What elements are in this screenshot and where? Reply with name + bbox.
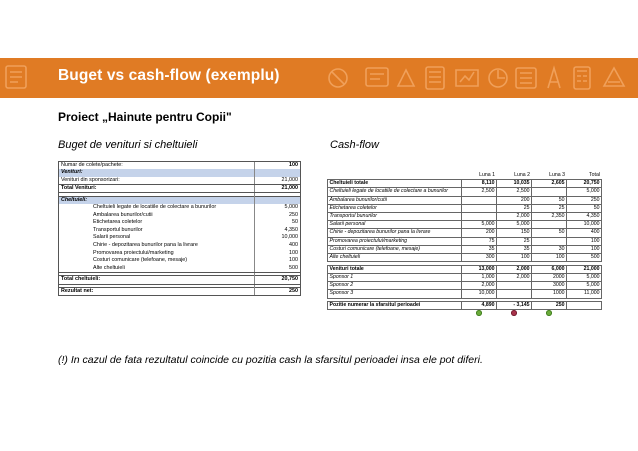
- expense-row: [59, 257, 301, 265]
- row-label: Sponsor 1: [328, 273, 462, 281]
- expense-row: [328, 245, 602, 253]
- cell: 25: [497, 204, 532, 212]
- expense-value: 10,000: [255, 234, 301, 242]
- row-label: Chirie - depozitarea bunurilor pana la livrare: [328, 229, 462, 237]
- expense-label: Chirie - depozitarea bunurilor pana la livrare: [59, 242, 255, 250]
- cashflow-header-row: [328, 172, 602, 180]
- red-sad-icon: [511, 310, 517, 316]
- expense-label: Promovarea proiectului/marketing: [59, 249, 255, 257]
- expense-value: 500: [255, 265, 301, 273]
- cell: [462, 213, 497, 221]
- footnote: (!) In cazul de fata rezultatul coincide cu pozitia cash la sfarsitul perioadei insa ele pot diferi.: [58, 354, 483, 366]
- expense-value: 4,350: [255, 227, 301, 235]
- net-result-value: 250: [255, 288, 301, 296]
- cell: 4,350: [567, 213, 602, 221]
- total-expenses-label: Total cheltuieli:: [59, 276, 255, 284]
- row-label: Cheltuieli totale: [328, 180, 462, 188]
- income-header: Venituri:: [59, 169, 255, 177]
- cell: 3000: [532, 282, 567, 290]
- row-label: Etichetarea coletelor: [328, 204, 462, 212]
- cell: 250: [567, 196, 602, 204]
- income-row: [328, 282, 602, 290]
- row-label: Costuri comunicare (telefoane, mesaje): [328, 245, 462, 253]
- expense-label: Costuri comunicare (telefoane, mesaje): [59, 257, 255, 265]
- cell: 2,000: [497, 213, 532, 221]
- cell: 5,000: [497, 221, 532, 229]
- expenses-header-row: [59, 196, 301, 204]
- cashflow-table: [327, 172, 602, 318]
- net-result-row: [59, 288, 301, 296]
- cell: [497, 282, 532, 290]
- row-label: Ambalarea bunurilor/cutii: [328, 196, 462, 204]
- expense-label: Etichetarea coletelor: [59, 219, 255, 227]
- cell: 25: [532, 204, 567, 212]
- cash-position-row: [328, 302, 602, 310]
- sponsors-value: 21,000: [255, 177, 301, 185]
- expense-row: [59, 249, 301, 257]
- cell: 50: [532, 196, 567, 204]
- income-row: [328, 273, 602, 281]
- cell: 500: [567, 254, 602, 262]
- cell: 1000: [532, 290, 567, 298]
- expense-row: [59, 265, 301, 273]
- income-header-row: [59, 169, 301, 177]
- cell: 100: [567, 245, 602, 253]
- packages-label: Numar de colete/pachete:: [59, 162, 255, 170]
- net-result-label: Rezultat net:: [59, 288, 255, 296]
- expense-label: Salarii personal: [59, 234, 255, 242]
- cell: [532, 188, 567, 196]
- cell: [462, 196, 497, 204]
- row-label: Sponsor 2: [328, 282, 462, 290]
- expense-row: [59, 227, 301, 235]
- total-income-label: Total Venituri:: [59, 185, 255, 193]
- cell: 200: [462, 229, 497, 237]
- cell: 400: [567, 229, 602, 237]
- cell: 35: [462, 245, 497, 253]
- cell: 2000: [532, 273, 567, 281]
- column-header: Total: [589, 172, 600, 178]
- total-expenses-row: [328, 180, 602, 188]
- expense-row: [59, 204, 301, 212]
- cell: 2,000: [497, 265, 532, 273]
- row-label: Transportul bunurilor: [328, 213, 462, 221]
- budget-table: [58, 161, 301, 296]
- cell: 4,890: [462, 302, 497, 310]
- cell: 5,000: [567, 282, 602, 290]
- total-expenses-row: [59, 276, 301, 284]
- cell: 100: [497, 254, 532, 262]
- project-title: Proiect „Hainute pentru Copii": [58, 110, 232, 124]
- budget-section-title: Buget de venituri si cheltuieli: [58, 139, 198, 151]
- expense-label: Cheltuieli legate de locatiile de colectare a bunurilor: [59, 204, 255, 212]
- cell: 100: [567, 237, 602, 245]
- cell: [497, 290, 532, 298]
- sponsors-label: Venituri din sponsorizari:: [59, 177, 255, 185]
- cell: 10,000: [462, 290, 497, 298]
- cell: 21,000: [567, 265, 602, 273]
- green-smiley-icon: [476, 310, 482, 316]
- cell: 2,500: [497, 188, 532, 196]
- cell: 10,035: [497, 180, 532, 188]
- cell: 6,000: [532, 265, 567, 273]
- total-expenses-value: 20,750: [255, 276, 301, 284]
- row-label: Venituri totale: [328, 265, 462, 273]
- cell: 50: [532, 229, 567, 237]
- total-income-row: [59, 185, 301, 193]
- cell: 35: [497, 245, 532, 253]
- expense-value: 400: [255, 242, 301, 250]
- expense-value: 100: [255, 257, 301, 265]
- row-label: Sponsor 3: [328, 290, 462, 298]
- banner-title: Buget vs cash-flow (exemplu): [58, 67, 280, 84]
- cell: 20,750: [567, 180, 602, 188]
- cell: 5,000: [567, 188, 602, 196]
- expense-row: [328, 204, 602, 212]
- expense-label: Alte cheltuieli: [59, 265, 255, 273]
- expense-value: 5,000: [255, 204, 301, 212]
- expense-value: 50: [255, 219, 301, 227]
- row-label: Pozitie numerar la sfarsitul perioadei: [328, 302, 462, 310]
- cell: 11,000: [567, 290, 602, 298]
- cell: 2,605: [532, 180, 567, 188]
- cell: 250: [532, 302, 567, 310]
- expense-row: [328, 229, 602, 237]
- income-row: [328, 290, 602, 298]
- cell: 75: [462, 237, 497, 245]
- title-banner: [0, 58, 638, 98]
- sponsors-row: [59, 177, 301, 185]
- row-label: Promovarea proiectului/marketing: [328, 237, 462, 245]
- expenses-header: Cheltuieli:: [59, 196, 255, 204]
- cell: 2,500: [462, 188, 497, 196]
- cell: 2,350: [532, 213, 567, 221]
- expense-row: [59, 234, 301, 242]
- cell: 150: [497, 229, 532, 237]
- column-header: Luna 3: [549, 172, 565, 178]
- cell: 2,000: [462, 282, 497, 290]
- cell: 30: [532, 245, 567, 253]
- expense-label: Transportul bunurilor: [59, 227, 255, 235]
- cell: 13,000: [462, 265, 497, 273]
- cell: 25: [497, 237, 532, 245]
- packages-row: [59, 162, 301, 170]
- cell: 8,110: [462, 180, 497, 188]
- cashflow-section-title: Cash-flow: [330, 139, 379, 151]
- packages-value: 100: [255, 162, 301, 170]
- expense-row: [328, 196, 602, 204]
- expense-row: [328, 237, 602, 245]
- green-smiley-icon: [546, 310, 552, 316]
- cell: 2,000: [497, 273, 532, 281]
- cell: 10,000: [567, 221, 602, 229]
- cell: [532, 221, 567, 229]
- cell: [462, 204, 497, 212]
- expense-value: 250: [255, 212, 301, 220]
- column-header: Luna 1: [479, 172, 495, 178]
- cell: 200: [497, 196, 532, 204]
- expense-row: [328, 188, 602, 196]
- cell: 300: [462, 254, 497, 262]
- total-income-value: 21,000: [255, 185, 301, 193]
- total-income-row: [328, 265, 602, 273]
- cell: - 3,145: [497, 302, 532, 310]
- row-label: Salarii personal: [328, 221, 462, 229]
- cell: 5,000: [567, 273, 602, 281]
- expense-row: [59, 212, 301, 220]
- expense-row: [59, 242, 301, 250]
- expense-label: Ambalarea bunurilor/cutii: [59, 212, 255, 220]
- expense-row: [59, 219, 301, 227]
- expense-row: [328, 221, 602, 229]
- expense-value: 100: [255, 249, 301, 257]
- cell: 50: [567, 204, 602, 212]
- cell: [532, 237, 567, 245]
- expense-row: [328, 254, 602, 262]
- status-icons-row: [328, 310, 602, 318]
- expense-row: [328, 213, 602, 221]
- row-label: Cheltuieli legate de locatiile de colectare a bunurilor: [328, 188, 462, 196]
- cell: 5,000: [462, 221, 497, 229]
- column-header: Luna 2: [514, 172, 530, 178]
- row-label: Alte cheltuieli: [328, 254, 462, 262]
- cell: 100: [532, 254, 567, 262]
- cell: 1,000: [462, 273, 497, 281]
